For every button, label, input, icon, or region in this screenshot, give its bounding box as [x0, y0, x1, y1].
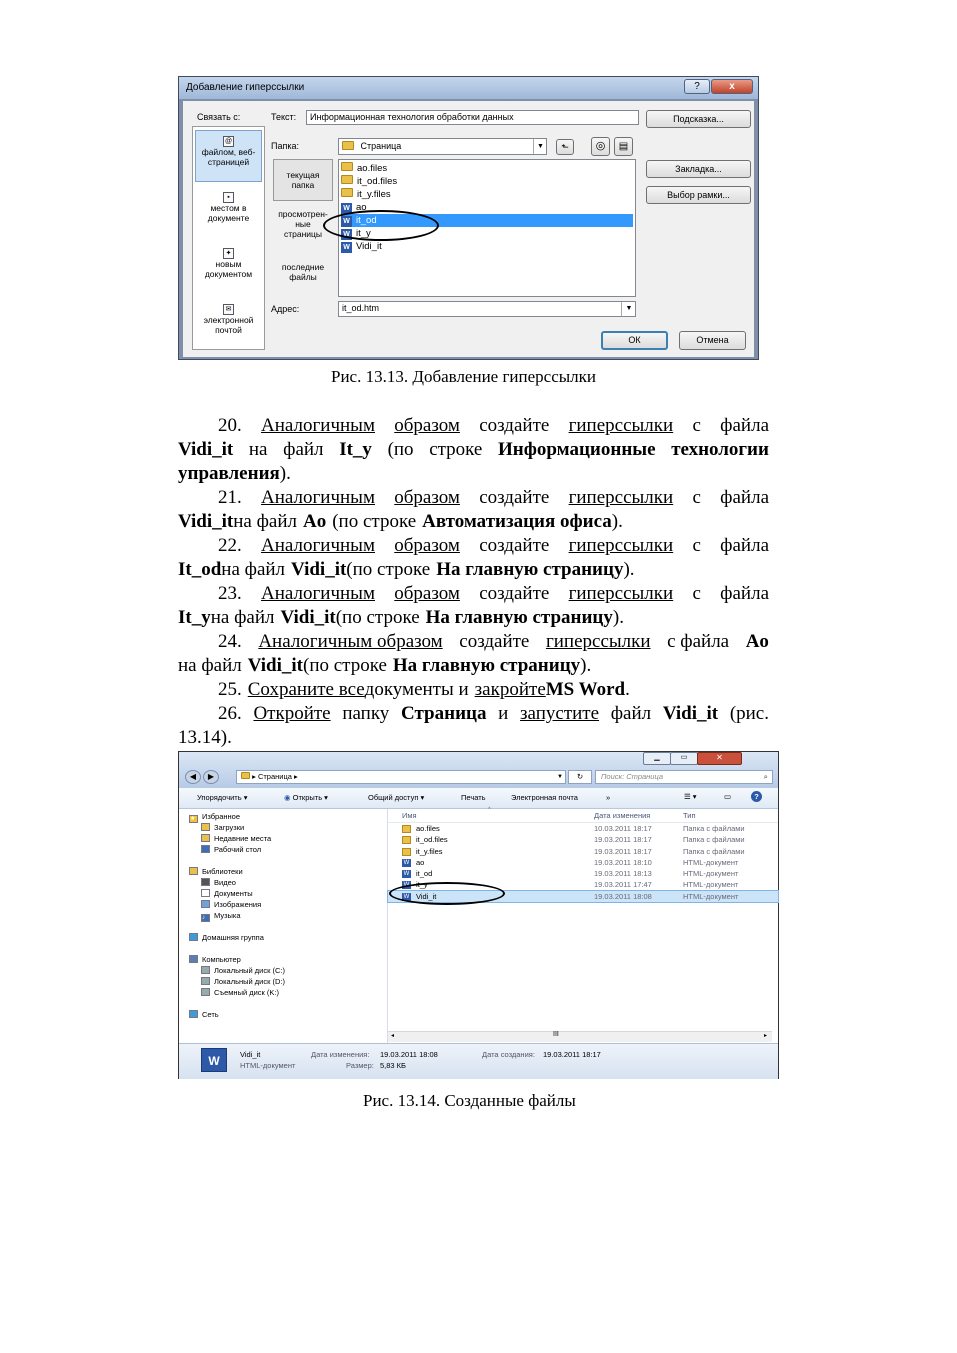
text: документы и: [364, 679, 469, 700]
folder-up-icon[interactable]: ⬑: [556, 139, 574, 155]
details-created-label: Дата создания:: [482, 1050, 535, 1059]
link-text: гиперссылки: [568, 583, 674, 604]
link-text: Аналогичным: [261, 415, 375, 436]
link-text: образом: [394, 535, 460, 556]
text: с: [692, 487, 701, 508]
cell-type: HTML-документ: [683, 880, 739, 890]
table-row[interactable]: [388, 857, 778, 868]
text: (рис.: [729, 703, 769, 724]
word-document-icon: W: [201, 1048, 227, 1072]
sidebar-label: страницей: [207, 157, 250, 167]
instruction-21: [178, 486, 769, 534]
folder-icon: [402, 825, 411, 833]
sort-chevron-up-icon: ^: [488, 807, 491, 813]
cell-date: 19.03.2011 18:08: [594, 891, 652, 901]
cell-name: ao.files: [416, 824, 440, 833]
document-icon: [201, 889, 210, 897]
instruction-20: [178, 414, 769, 486]
column-header-name[interactable]: Имя: [402, 811, 417, 820]
browse-file-icon[interactable]: ▤: [614, 137, 633, 156]
link-text: гиперссылки: [545, 631, 651, 652]
forward-icon[interactable]: ▶: [203, 770, 219, 784]
cell-date: 19.03.2011 18:13: [594, 869, 652, 879]
sidebar-label: электронной: [203, 315, 254, 325]
file-name: it_od: [356, 215, 377, 226]
search-icon[interactable]: ⌕: [763, 772, 768, 781]
text: создайте: [459, 631, 530, 652]
folder-value: Страница: [360, 141, 402, 151]
organize-button[interactable]: Упорядочить ▾: [197, 793, 248, 802]
cell-name: ao: [416, 857, 425, 867]
desktop-icon: [201, 845, 210, 853]
text: ).: [279, 463, 291, 484]
chevron-down-icon[interactable]: ▼: [533, 139, 547, 154]
text: строке: [429, 439, 483, 460]
file-item[interactable]: [341, 240, 633, 253]
image-icon: [201, 900, 210, 908]
nav-spacer: [183, 921, 383, 932]
file-list-pane: [388, 809, 778, 1043]
computer-icon: [189, 955, 198, 963]
view-icon[interactable]: ☰ ▾: [684, 792, 697, 801]
subnav-label: файлы: [289, 272, 317, 282]
nav-item-label: Рабочий стол: [214, 845, 262, 854]
dialog-titlebar: [179, 77, 758, 99]
cell-type: HTML-документ: [683, 891, 739, 901]
email-icon: ✉: [223, 304, 234, 315]
text: .: [625, 679, 630, 700]
nav-item[interactable]: [183, 1009, 383, 1020]
word-document-icon: W: [403, 871, 410, 878]
sidebar-item-new[interactable]: [195, 247, 262, 279]
filename: Vidi_it: [280, 607, 336, 628]
cell-type: Папка с файлами: [683, 846, 745, 856]
nav-item-label: Недавние места: [214, 834, 272, 843]
nav-item[interactable]: [183, 987, 383, 998]
highlight-ellipse: [323, 210, 439, 241]
figure-caption: Рис. 13.13. Добавление гиперссылки: [331, 367, 597, 386]
link-text: Аналогичным: [261, 583, 375, 604]
cancel-button[interactable]: Отмена: [679, 331, 746, 350]
bold-text: На главную страницу: [425, 607, 613, 628]
step-number: 23.: [218, 583, 242, 604]
scroll-right-icon[interactable]: ▸: [764, 1033, 768, 1039]
bold-text: MS Word: [545, 679, 626, 700]
chevron-down-icon[interactable]: ▼: [621, 302, 636, 316]
word-document-icon: W: [403, 882, 410, 889]
text: (по строке: [332, 511, 417, 532]
breadcrumb-item[interactable]: Страница: [257, 772, 292, 781]
folder-icon: [201, 834, 210, 842]
word-document-icon: W: [341, 242, 352, 253]
instruction-25: [178, 678, 769, 702]
column-headers: [388, 809, 778, 823]
link-text: гиперссылки: [568, 535, 674, 556]
subnav-current-folder[interactable]: [273, 159, 333, 201]
nav-spacer: [183, 943, 383, 954]
nav-item[interactable]: [183, 954, 383, 965]
cell-type: HTML-документ: [683, 857, 739, 867]
sidebar-label: документом: [204, 269, 253, 279]
text: на файл: [210, 607, 275, 628]
nav-item-label: Загрузки: [214, 823, 245, 832]
text: на файл: [178, 655, 242, 676]
link-text: образом: [394, 583, 460, 604]
table-row[interactable]: [388, 868, 778, 879]
folder-icon: [341, 188, 353, 197]
details-modified-value: 19.03.2011 18:08: [380, 1050, 438, 1059]
highlight-ellipse: [389, 882, 505, 905]
bold-text: На главную страницу: [392, 655, 581, 676]
text-label: Текст:: [271, 112, 297, 122]
subnav-label: страницы: [283, 229, 323, 239]
nav-item[interactable]: [183, 932, 383, 943]
folder-icon: [241, 772, 250, 779]
link-to-label: Связать с:: [197, 112, 241, 122]
folder-label: Папка:: [271, 141, 299, 151]
text: ).: [623, 559, 635, 580]
details-created-value: 19.03.2011 18:17: [543, 1050, 601, 1059]
text: (по строке: [335, 607, 420, 628]
link-text: запустите: [520, 703, 600, 724]
address-label: Адрес:: [271, 304, 300, 314]
link-text: Аналогичным: [261, 535, 375, 556]
cell-date: 19.03.2011 18:17: [594, 835, 652, 845]
nav-list: [183, 811, 383, 1020]
filename: Ao: [303, 511, 327, 532]
step-number: 25.: [218, 679, 242, 700]
dialog-body: [183, 101, 754, 357]
cell-date: 10.03.2011 18:17: [594, 824, 652, 833]
nav-item-label: Локальный диск (D:): [214, 977, 285, 986]
explorer-window: [178, 751, 779, 1079]
nav-item-label: Музыка: [214, 911, 241, 920]
bold-text: технологии: [671, 439, 769, 460]
link-text: Аналогичным образом: [258, 631, 443, 652]
nav-item[interactable]: [183, 965, 383, 976]
instruction-26: [178, 702, 769, 750]
explorer-address-bar: [179, 752, 778, 788]
link-type-sidebar: [192, 126, 265, 350]
library-icon: [189, 867, 198, 875]
text: ).: [611, 511, 623, 532]
text: создайте: [479, 487, 550, 508]
subnav-label: последние: [281, 262, 325, 272]
cell-name: it_od.files: [416, 835, 448, 845]
subnav-label: папка: [291, 180, 315, 190]
link-text: Сохраните все: [247, 679, 365, 700]
folder-select[interactable]: [338, 138, 547, 155]
sidebar-item-file[interactable]: [195, 130, 262, 182]
file-name: it_y: [356, 228, 371, 239]
text: на файл: [233, 511, 297, 532]
open-icon: ◉: [284, 793, 291, 802]
link-text: образом: [394, 415, 460, 436]
refresh-icon[interactable]: ↻: [568, 770, 592, 784]
table-row[interactable]: [388, 846, 778, 857]
breadcrumb-separator-icon: ▸: [294, 772, 298, 781]
subnav-recent-files[interactable]: [271, 262, 335, 282]
search-placeholder: Поиск: Страница: [601, 772, 663, 781]
nav-item-label: Сеть: [202, 1010, 219, 1019]
nav-item[interactable]: [183, 976, 383, 987]
minimize-icon[interactable]: ▁: [643, 752, 671, 765]
text: файла: [720, 415, 769, 436]
cell-date: 19.03.2011 18:17: [594, 846, 652, 856]
frame-button[interactable]: Выбор рамки...: [646, 186, 751, 204]
nav-spacer: [183, 998, 383, 1009]
file-item[interactable]: [341, 175, 633, 188]
new-document-icon: ✦: [223, 248, 234, 259]
breadcrumb[interactable]: [236, 770, 566, 784]
nav-item-label: Съемный диск (K:): [214, 988, 279, 997]
file-item[interactable]: [341, 188, 633, 201]
text: папку: [342, 703, 390, 724]
folder-icon: [402, 836, 411, 844]
web-page-icon: @: [224, 138, 233, 145]
text: файл: [283, 439, 324, 460]
nav-item-label: Домашняя группа: [202, 933, 264, 942]
sidebar-item-place[interactable]: [195, 191, 262, 223]
nav-item-label: Компьютер: [202, 955, 241, 964]
text-input[interactable]: Информационная технология обработки данных: [306, 110, 639, 125]
cell-type: Папка с файлами: [683, 824, 745, 833]
nav-item[interactable]: [183, 866, 383, 877]
file-name: it_y.files: [357, 189, 391, 200]
text: (по строке: [303, 655, 387, 676]
text: создайте: [479, 535, 550, 556]
sidebar-label: файлом, веб-: [201, 147, 256, 157]
help-button[interactable]: ?: [684, 79, 710, 94]
link-text: Аналогичным: [261, 487, 375, 508]
nav-item-label: Избранное: [202, 812, 241, 821]
bold-text: Страница: [401, 703, 487, 724]
bold-text: Информационные: [498, 439, 656, 460]
nav-item-label: Изображения: [214, 900, 262, 909]
dialog-title: Добавление гиперссылки: [186, 82, 305, 93]
step-number: 21.: [218, 487, 242, 508]
cell-name: Vidi_it: [416, 891, 437, 901]
link-text: образом: [394, 487, 460, 508]
file-name: ao: [356, 202, 367, 213]
details-file-type: HTML-документ: [240, 1061, 296, 1070]
link-text: гиперссылки: [568, 415, 674, 436]
folder-icon: [341, 175, 353, 184]
filename: Vidi_it: [178, 439, 234, 460]
document-place-icon: ▪: [223, 192, 234, 203]
sidebar-label: почтой: [215, 325, 242, 335]
sidebar-label: документе: [207, 213, 250, 223]
folder-icon: [402, 848, 411, 856]
word-document-icon: W: [403, 859, 410, 866]
filename: Vidi_it: [178, 511, 234, 532]
step-number: 24.: [218, 631, 242, 652]
nav-item-label: Библиотеки: [202, 867, 243, 876]
filename: Vidi_it: [247, 655, 303, 676]
step-number: 20.: [218, 415, 242, 436]
text: на файл: [221, 559, 286, 580]
cell-name: it_od: [416, 869, 433, 879]
text: файла: [720, 535, 769, 556]
maximize-icon[interactable]: ▭: [670, 752, 698, 765]
text: файла: [720, 487, 769, 508]
explorer-toolbar: [179, 788, 778, 809]
print-button[interactable]: Печать: [461, 793, 486, 802]
column-header-date[interactable]: Дата изменения: [594, 811, 651, 820]
file-item[interactable]: [341, 162, 633, 175]
disk-icon: [201, 977, 210, 985]
scroll-thumb-grip[interactable]: III: [553, 1031, 559, 1038]
column-header-type[interactable]: Тип: [683, 811, 696, 820]
text: файл: [610, 703, 652, 724]
scroll-left-icon[interactable]: ◂: [391, 1033, 395, 1039]
bold-text: Автоматизация офиса: [422, 511, 612, 532]
open-label: Открыть ▾: [292, 793, 328, 802]
chevron-down-icon[interactable]: ▼: [557, 774, 563, 780]
hyperlink-dialog: [178, 76, 759, 360]
bold-text: На главную страницу: [436, 559, 624, 580]
instruction-23: [178, 582, 769, 630]
table-row[interactable]: [388, 834, 778, 845]
network-icon: [189, 1010, 198, 1018]
filename: It_od: [178, 559, 222, 580]
nav-item[interactable]: [183, 833, 383, 844]
breadcrumb-separator-icon: ▸: [252, 772, 256, 781]
file-name: it_od.files: [357, 176, 398, 187]
filename: It_y: [178, 607, 211, 628]
folder-icon: [342, 141, 354, 150]
word-document-icon: W: [403, 893, 410, 900]
text: ).: [612, 607, 624, 628]
cell-type: HTML-документ: [683, 869, 739, 879]
cell-type: Папка с файлами: [683, 835, 745, 845]
file-name: ao.files: [357, 163, 388, 174]
filename: It_y: [339, 439, 372, 460]
nav-item[interactable]: [183, 844, 383, 855]
instruction-22: [178, 534, 769, 582]
figure-caption: Рис. 13.14. Созданные файлы: [363, 1091, 576, 1110]
address-input[interactable]: it_od.htm: [338, 301, 636, 317]
details-file-name: Vidi_it: [240, 1050, 261, 1059]
step-number: 26.: [218, 703, 242, 724]
text: с: [692, 415, 701, 436]
close-icon[interactable]: ✕: [697, 752, 742, 765]
nav-item[interactable]: [183, 888, 383, 899]
filename: Ao: [745, 631, 769, 652]
text: создайте: [479, 415, 550, 436]
share-button[interactable]: Общий доступ ▾: [368, 793, 425, 802]
text: с: [692, 583, 701, 604]
text: (по: [387, 439, 414, 460]
link-text: закройте: [474, 679, 546, 700]
nav-item-label: Локальный диск (C:): [214, 966, 285, 975]
text: на: [248, 439, 268, 460]
details-modified-label: Дата изменения:: [311, 1050, 370, 1059]
nav-item[interactable]: [183, 822, 383, 833]
preview-pane-icon[interactable]: ▭: [724, 792, 732, 801]
sidebar-item-email[interactable]: [195, 303, 262, 335]
open-button[interactable]: [284, 793, 328, 802]
nav-item[interactable]: [183, 811, 383, 822]
music-icon: ♪: [201, 914, 210, 922]
file-name: Vidi_it: [356, 241, 382, 252]
cell-date: 19.03.2011 18:10: [594, 857, 652, 867]
nav-item[interactable]: [183, 899, 383, 910]
instruction-24: [178, 630, 769, 678]
close-button[interactable]: x: [711, 79, 753, 94]
filename: Vidi_it: [291, 559, 347, 580]
star-icon: ★: [189, 815, 198, 823]
link-text: гиперссылки: [568, 487, 674, 508]
nav-spacer: [183, 855, 383, 866]
bold-text: управления: [178, 463, 280, 484]
subnav-label: ные: [295, 219, 311, 229]
text: с: [692, 535, 701, 556]
table-row[interactable]: [388, 823, 778, 834]
email-button[interactable]: Электронная почта: [511, 793, 578, 802]
disk-icon: [201, 988, 210, 996]
subnav-label: просмотрен-: [278, 209, 328, 219]
text: файла: [720, 583, 769, 604]
search-input[interactable]: [595, 770, 773, 784]
subnav-label: текущая: [286, 170, 320, 180]
details-size-label: Размер:: [346, 1061, 374, 1070]
text: ).: [580, 655, 592, 676]
step-number: 22.: [218, 535, 242, 556]
details-pane: [179, 1043, 778, 1079]
disk-icon: [201, 966, 210, 974]
text: с файла: [667, 631, 730, 652]
link-text: Откройте: [253, 703, 331, 724]
text: и: [498, 703, 509, 724]
text: (по строке: [346, 559, 431, 580]
cell-name: it_y.files: [416, 846, 443, 856]
nav-item-label: Видео: [214, 878, 236, 887]
back-icon[interactable]: ◀: [185, 770, 201, 784]
word-document-icon: W: [341, 203, 352, 214]
filename: Vidi_it: [662, 703, 719, 724]
sidebar-label: новым: [215, 259, 242, 269]
tooltip-button[interactable]: Подсказка...: [646, 110, 751, 128]
folder-icon: [201, 823, 210, 831]
text: 13.14).: [178, 727, 232, 748]
cell-name: it_y: [416, 880, 428, 890]
video-icon: [201, 878, 210, 886]
sidebar-label: местом в: [210, 203, 247, 213]
word-document-icon: W: [341, 216, 352, 227]
more-button[interactable]: »: [606, 793, 611, 802]
word-document-icon: W: [341, 229, 352, 240]
horizontal-scrollbar[interactable]: [388, 1031, 772, 1042]
cell-date: 19.03.2011 17:47: [594, 880, 652, 890]
nav-item[interactable]: [183, 877, 383, 888]
browse-web-icon[interactable]: ◎: [591, 137, 610, 156]
window-controls: [643, 752, 773, 764]
folder-icon: [341, 162, 353, 171]
bookmark-button[interactable]: Закладка...: [646, 160, 751, 178]
ok-button[interactable]: ОК: [601, 331, 668, 350]
navigation-pane: [179, 809, 388, 1043]
help-icon[interactable]: ?: [751, 791, 762, 802]
nav-item-label: Документы: [214, 889, 253, 898]
details-size-value: 5,83 КБ: [380, 1061, 406, 1070]
nav-item[interactable]: [183, 910, 383, 921]
text: создайте: [479, 583, 550, 604]
homegroup-icon: [189, 933, 198, 941]
